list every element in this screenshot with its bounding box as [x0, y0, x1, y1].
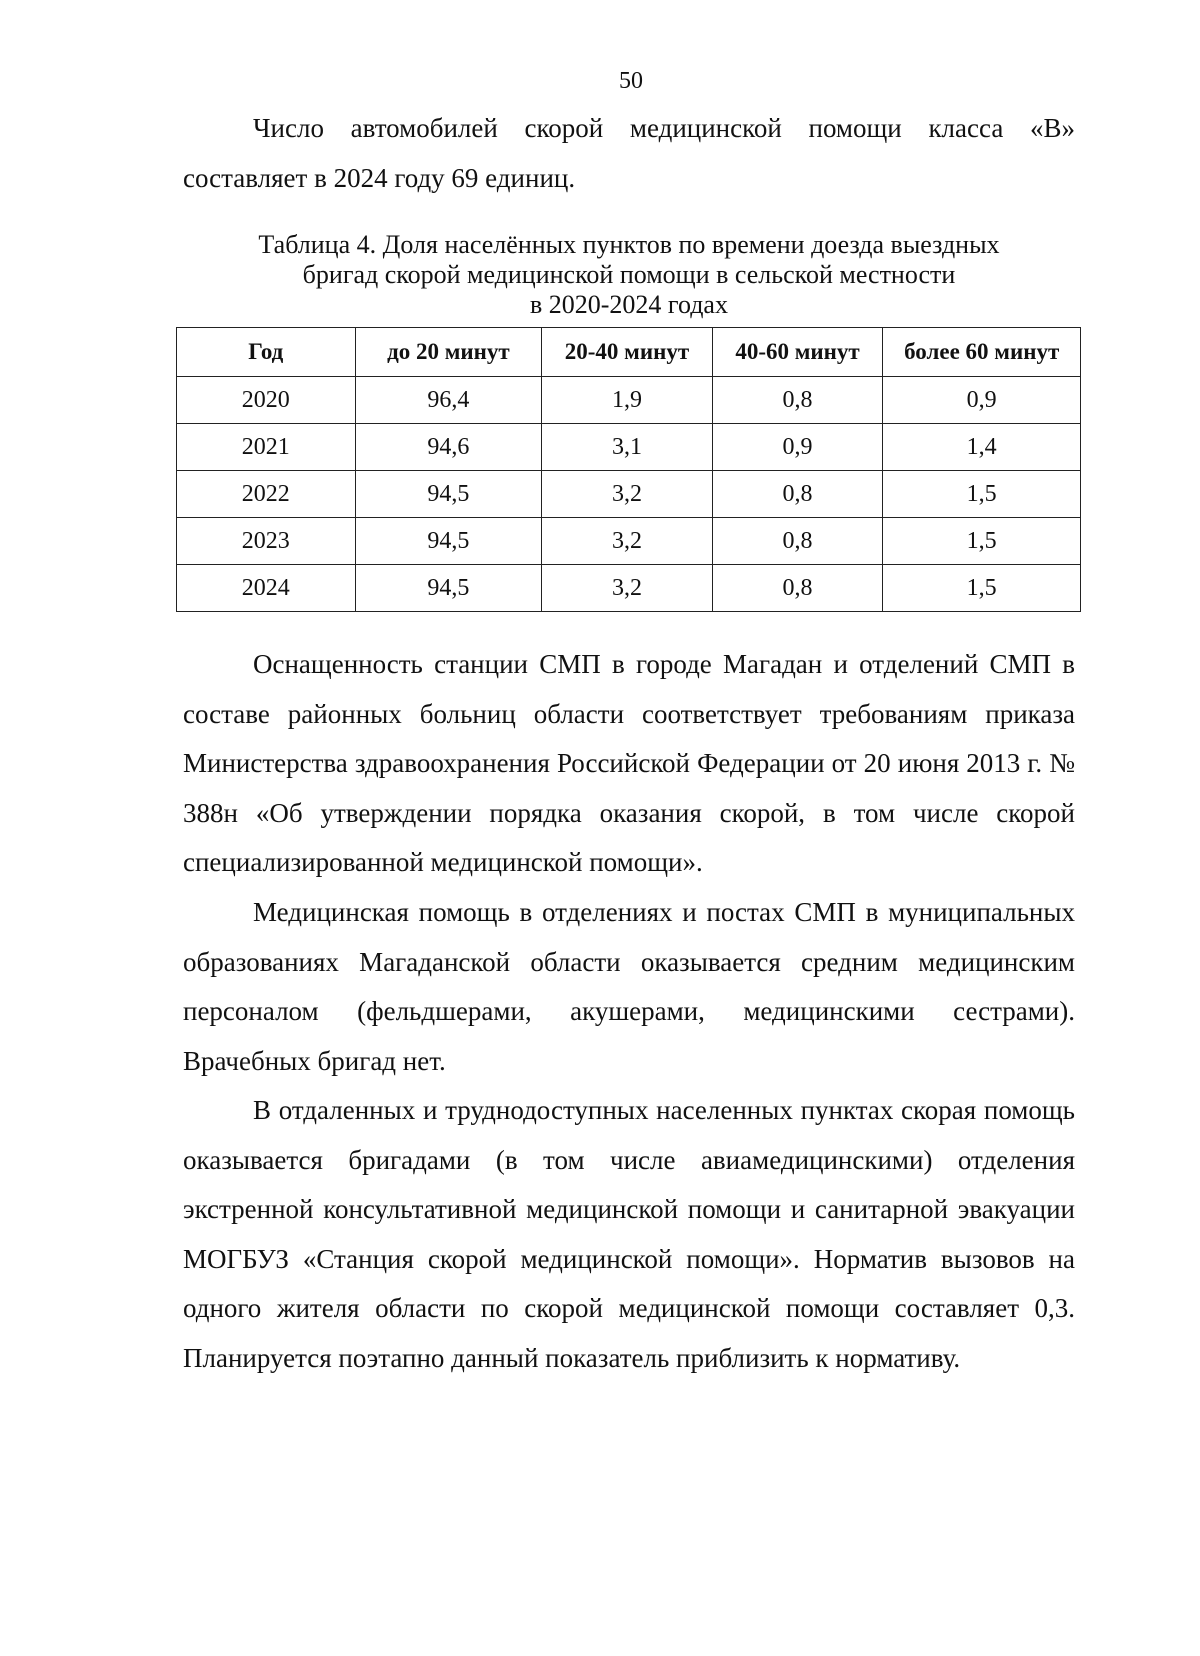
header-over-60: более 60 минут	[883, 328, 1081, 377]
cell-40-60: 0,9	[712, 424, 883, 471]
header-40-60: 40-60 минут	[712, 328, 883, 377]
cell-under-20: 94,5	[355, 471, 542, 518]
header-20-40: 20-40 минут	[542, 328, 713, 377]
cell-20-40: 3,2	[542, 471, 713, 518]
cell-20-40: 3,1	[542, 424, 713, 471]
table-row	[177, 377, 1081, 424]
cell-under-20: 96,4	[355, 377, 542, 424]
cell-40-60: 0,8	[712, 518, 883, 565]
cell-40-60: 0,8	[712, 565, 883, 612]
cell-year: 2020	[177, 377, 356, 424]
header-year: Год	[177, 328, 356, 377]
table-header-row	[177, 328, 1081, 377]
travel-time-table	[176, 327, 1081, 612]
cell-20-40: 3,2	[542, 518, 713, 565]
cell-year: 2024	[177, 565, 356, 612]
cell-over-60: 1,4	[883, 424, 1081, 471]
cell-under-20: 94,5	[355, 565, 542, 612]
table-row	[177, 565, 1081, 612]
cell-over-60: 1,5	[883, 518, 1081, 565]
paragraph-remote-areas: В отдаленных и труднодоступных населенных пунктах скорая помощь оказывается бригадами (в том числе авиамедицинскими) отделения экстренной консультативной медицинской помощи и санитарной эвакуации МОГБУЗ «Станция скорой медицинской помощи». Норматив вызовов на одного жителя области по скорой медицинской помощи составляет 0,3. Планируется поэтапно данный показатель приблизить к нормативу.	[183, 1095, 1075, 1373]
cell-year: 2023	[177, 518, 356, 565]
cell-40-60: 0,8	[712, 471, 883, 518]
table-caption-line-2: бригад скорой медицинской помощи в сельской местности	[302, 260, 956, 289]
table-row	[177, 471, 1081, 518]
cell-over-60: 1,5	[883, 471, 1081, 518]
page-number: 50	[619, 68, 643, 94]
cell-year: 2022	[177, 471, 356, 518]
table-row	[177, 424, 1081, 471]
table-caption-line-3: в 2020-2024 годах	[530, 290, 728, 319]
paragraph-equipment: Оснащенность станции СМП в городе Магадан и отделений СМП в составе районных больниц области соответствует требованиям приказа Министерства здравоохранения Российской Федерации от 20 июня 2013 г. № 388н «Об утверждении порядка оказания скорой, в том числе скорой специализированной медицинской помощи».	[183, 649, 1075, 877]
cell-over-60: 1,5	[883, 565, 1081, 612]
cell-over-60: 0,9	[883, 377, 1081, 424]
cell-20-40: 1,9	[542, 377, 713, 424]
intro-paragraph: Число автомобилей скорой медицинской помощи класса «В» составляет в 2024 году 69 единиц.	[183, 113, 1075, 193]
table-caption	[183, 230, 1075, 320]
table-row	[177, 518, 1081, 565]
cell-year: 2021	[177, 424, 356, 471]
cell-40-60: 0,8	[712, 377, 883, 424]
cell-under-20: 94,5	[355, 518, 542, 565]
header-under-20: до 20 минут	[355, 328, 542, 377]
table-caption-line-1: Таблица 4. Доля населённых пунктов по времени доезда выездных	[258, 230, 1000, 259]
cell-under-20: 94,6	[355, 424, 542, 471]
cell-20-40: 3,2	[542, 565, 713, 612]
paragraph-medical-care: Медицинская помощь в отделениях и постах СМП в муниципальных образованиях Магаданской области оказывается средним медицинским персоналом (фельдшерами, акушерами, медицинскими сестрами). Врачебных бригад нет.	[183, 897, 1075, 1076]
